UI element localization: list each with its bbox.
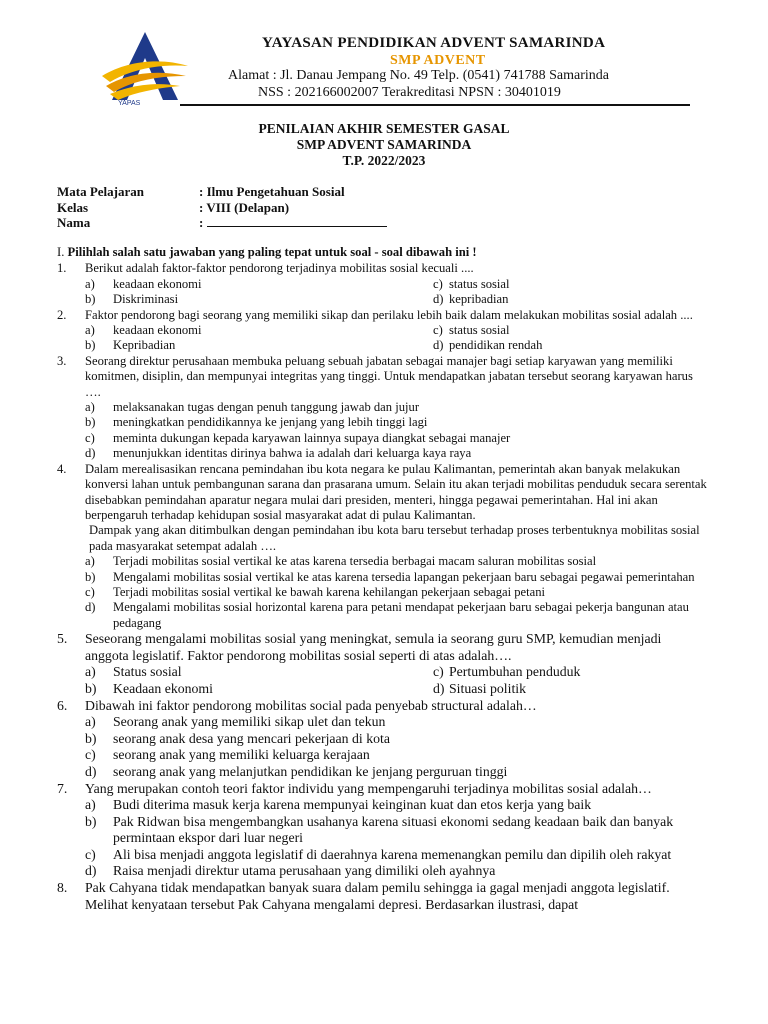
option-letter: d)	[433, 338, 444, 353]
option-b	[57, 338, 433, 353]
options-row	[57, 323, 707, 338]
option-text: Mengalami mobilitas sosial vertikal ke atas karena tersedia lapangan pekerjaan baru sebagai pegawai pemerintahan	[113, 569, 695, 584]
question-7	[57, 781, 707, 798]
option-letter: a)	[85, 797, 96, 813]
question-4	[57, 462, 707, 524]
option-text: Kepribadian	[113, 338, 176, 353]
option-d	[433, 338, 542, 353]
option-c	[433, 664, 580, 681]
option-text: Keadaan ekonomi	[113, 680, 213, 696]
question-number: 2.	[57, 307, 67, 322]
option-b	[57, 731, 707, 748]
option-text: Status sosial	[113, 664, 182, 680]
school-address: Alamat : Jl. Danau Jempang No. 49 Telp. (0541) 741788 Samarinda	[228, 68, 609, 83]
option-text: Pertumbuhan penduduk	[449, 664, 581, 680]
option-text: keadaan ekonomi	[113, 323, 202, 338]
option-letter: d)	[85, 600, 96, 615]
question-text: Dalam merealisasikan rencana pemindahan ibu kota negara ke pulau Kalimantan, pemerintah akan banyak melakukan konversi lahan untuk pembangunan sarana dan prasarana umum. Selain itu akan terjadi mobilitas penduduk secara serentak disebabkan pemindahan aparatur negara mulai dari presiden, menteri, hingga pegawai pemerintahan. Hal ini akan berpengaruh terhadap kehidupan sosial masyarakat adat di pulau Kalimantan.	[85, 461, 707, 522]
option-a	[57, 554, 707, 569]
option-letter: a)	[85, 276, 95, 291]
option-text: Seorang anak yang memiliki sikap ulet dan tekun	[113, 714, 386, 730]
option-c	[57, 847, 707, 864]
question-number: 4.	[57, 461, 67, 476]
question-number: 8.	[57, 880, 68, 896]
option-text: Terjadi mobilitas sosial vertikal ke atas karena tersedia berbagai macam saluran mobilitas sosial	[113, 554, 597, 569]
option-b	[57, 681, 433, 698]
name-label: Nama	[57, 215, 91, 230]
option-letter: a)	[85, 664, 96, 680]
question-number: 3.	[57, 353, 67, 368]
option-d	[57, 764, 707, 781]
option-text: Diskriminasi	[113, 292, 179, 307]
option-text: Budi diterima masuk kerja karena mempunyai keinginan kuat dan etos kerja yang baik	[113, 797, 592, 813]
subject-row	[57, 184, 345, 200]
exam-school: SMP ADVENT SAMARINDA	[296, 137, 472, 152]
question-number: 1.	[57, 261, 67, 276]
option-letter: b)	[85, 680, 97, 696]
options-row	[57, 664, 707, 681]
option-d	[57, 863, 707, 880]
option-letter: c)	[85, 430, 95, 445]
option-b	[57, 415, 707, 430]
exam-title: PENILAIAN AKHIR SEMESTER GASAL	[258, 121, 510, 136]
option-letter: b)	[85, 730, 97, 746]
option-letter: c)	[85, 747, 96, 763]
svg-text:YAPAS: YAPAS	[118, 100, 141, 106]
exam-content	[57, 245, 707, 913]
name-colon: :	[199, 215, 204, 230]
option-letter: b)	[85, 338, 96, 353]
option-d	[433, 681, 526, 698]
option-letter: a)	[85, 323, 95, 338]
question-number: 5.	[57, 631, 68, 647]
question-text: Faktor pendorong bagi seorang yang memiliki sikap dan perilaku lebih baik dalam melakukan mobilitas sosial adalah ....	[85, 307, 693, 322]
question-4-prompt: Dampak yang akan ditimbulkan dengan pemindahan ibu kota baru tersebut terhadap proses terbentuknya mobilitas sosial pada masyarakat setempat adalah ….	[89, 523, 700, 553]
options-row	[57, 338, 707, 353]
option-text: status sosial	[449, 323, 510, 338]
option-d	[433, 292, 508, 307]
option-text: melaksanakan tugas dengan penuh tanggung jawab dan jujur	[113, 400, 420, 415]
option-letter: a)	[85, 714, 96, 730]
option-letter: b)	[85, 569, 96, 584]
section-instruction	[57, 245, 707, 260]
option-a	[57, 323, 433, 338]
option-text: menunjukkan identitas dirinya bahwa ia adalah dari keluarga kaya raya	[113, 446, 472, 461]
option-letter: b)	[85, 813, 97, 829]
instruction-text: Pilihlah salah satu jawaban yang paling tepat untuk soal - soal dibawah ini !	[67, 245, 477, 259]
option-text: status sosial	[449, 276, 510, 291]
option-text: Terjadi mobilitas sosial vertikal ke bawah karena kehilangan pekerjaan sebagai petani	[113, 584, 546, 599]
option-letter: d)	[85, 446, 96, 461]
option-d	[57, 446, 707, 461]
question-8	[57, 880, 707, 913]
subject-label: Mata Pelajaran	[57, 184, 145, 199]
class-value: : VIII (Delapan)	[199, 200, 290, 215]
option-text: Situasi politik	[449, 680, 527, 696]
option-letter: a)	[85, 554, 95, 569]
option-letter: c)	[433, 664, 444, 680]
question-text: Berikut adalah faktor-faktor pendorong terjadinya mobilitas sosial kecuali ....	[85, 261, 474, 276]
options-row	[57, 292, 707, 307]
question-text: Pak Cahyana tidak mendapatkan banyak suara dalam pemilu sehingga ia gagal menjadi anggota legislatif. Melihat kenyataan tersebut Pak Cahyana mengalami depresi. Berdasarkan ilustrasi, dapat	[85, 880, 670, 912]
option-text: Raisa menjadi direktur utama perusahaan yang dimiliki oleh ayahnya	[113, 863, 496, 879]
option-text: Pak Ridwan bisa mengembangkan usahanya karena situasi ekonomi sedang keadaan baik dan banyak permintaan ekspor dari luar negeri	[113, 813, 674, 846]
option-c	[57, 747, 707, 764]
option-c	[57, 431, 707, 446]
option-letter: c)	[433, 323, 443, 338]
option-letter: c)	[85, 846, 96, 862]
question-2	[57, 308, 707, 323]
name-blank	[207, 216, 387, 227]
option-a	[57, 277, 433, 292]
option-letter: d)	[433, 292, 444, 307]
options-row	[57, 277, 707, 292]
question-text: Dibawah ini faktor pendorong mobilitas social pada penyebab structural adalah…	[85, 697, 537, 713]
school-name: SMP ADVENT	[390, 53, 486, 68]
option-c	[433, 323, 510, 338]
option-letter: d)	[85, 863, 97, 879]
option-letter: c)	[85, 584, 95, 599]
org-name: YAYASAN PENDIDIKAN ADVENT SAMARINDA	[262, 35, 606, 51]
option-text: pendidikan rendah	[449, 338, 543, 353]
option-c	[433, 277, 510, 292]
header-divider	[180, 104, 690, 106]
question-6	[57, 698, 707, 715]
yapas-logo	[100, 30, 190, 106]
option-b	[57, 814, 707, 847]
option-letter: b)	[85, 292, 96, 307]
option-text: seorang anak yang memiliki keluarga kerajaan	[113, 747, 370, 763]
option-letter: d)	[433, 680, 445, 696]
question-text: Seseorang mengalami mobilitas sosial yang meningkat, semula ia seorang guru SMP, kemudian menjadi anggota legislatif. Faktor pendorong mobilitas sosial seperti di atas adalah….	[85, 631, 662, 663]
option-text: seorang anak desa yang mencari pekerjaan di kota	[113, 730, 390, 746]
option-a	[57, 400, 707, 415]
questions-large-type	[57, 631, 707, 913]
option-d	[57, 600, 707, 631]
option-text: Ali bisa menjadi anggota legislatif di daerahnya karena memenangkan pemilu dan dipilih oleh rakyat	[113, 846, 672, 862]
name-row	[57, 215, 387, 231]
option-letter: a)	[85, 400, 95, 415]
option-b	[57, 570, 707, 585]
section-number: I.	[57, 245, 65, 259]
school-ids: NSS : 202166002007 Terakreditasi NPSN : 30401019	[258, 85, 561, 100]
question-text: Yang merupakan contoh teori faktor individu yang mempengaruhi terjadinya mobilitas sosial adalah…	[85, 780, 652, 796]
letterhead	[0, 0, 768, 110]
option-a	[57, 797, 707, 814]
question-number: 7.	[57, 780, 68, 796]
option-text: seorang anak yang melanjutkan pendidikan ke jenjang perguruan tinggi	[113, 763, 508, 779]
question-5	[57, 631, 707, 664]
question-1	[57, 261, 707, 276]
class-label: Kelas	[57, 200, 89, 215]
question-text: Seorang direktur perusahaan membuka peluang sebuah jabatan sebagai manajer bagi setiap karyawan yang memiliki komitmen, disiplin, dan mempunyai integritas yang tinggi. Untuk mendapatkan jabatan tersebut seorang karyawan harus ….	[85, 353, 693, 399]
exam-year: T.P. 2022/2023	[342, 153, 426, 168]
option-text: meningkatkan pendidikannya ke jenjang yang lebih tinggi lagi	[113, 415, 428, 430]
option-b	[57, 292, 433, 307]
option-letter: d)	[85, 763, 97, 779]
option-text: Mengalami mobilitas sosial horizontal karena para petani mendapat pekerjaan baru sebagai pekerja bangunan atau pedagang	[113, 600, 689, 630]
options-row	[57, 681, 707, 698]
option-a	[57, 714, 707, 731]
option-a	[57, 664, 433, 681]
class-row	[57, 200, 289, 216]
option-c	[57, 585, 707, 600]
subject-value: : Ilmu Pengetahuan Sosial	[199, 184, 345, 199]
question-3	[57, 354, 707, 400]
option-letter: c)	[433, 276, 443, 291]
option-letter: b)	[85, 415, 96, 430]
option-text: keadaan ekonomi	[113, 276, 202, 291]
option-text: meminta dukungan kepada karyawan lainnya supaya diangkat sebagai manajer	[113, 430, 511, 445]
option-text: kepribadian	[449, 292, 509, 307]
question-number: 6.	[57, 697, 68, 713]
